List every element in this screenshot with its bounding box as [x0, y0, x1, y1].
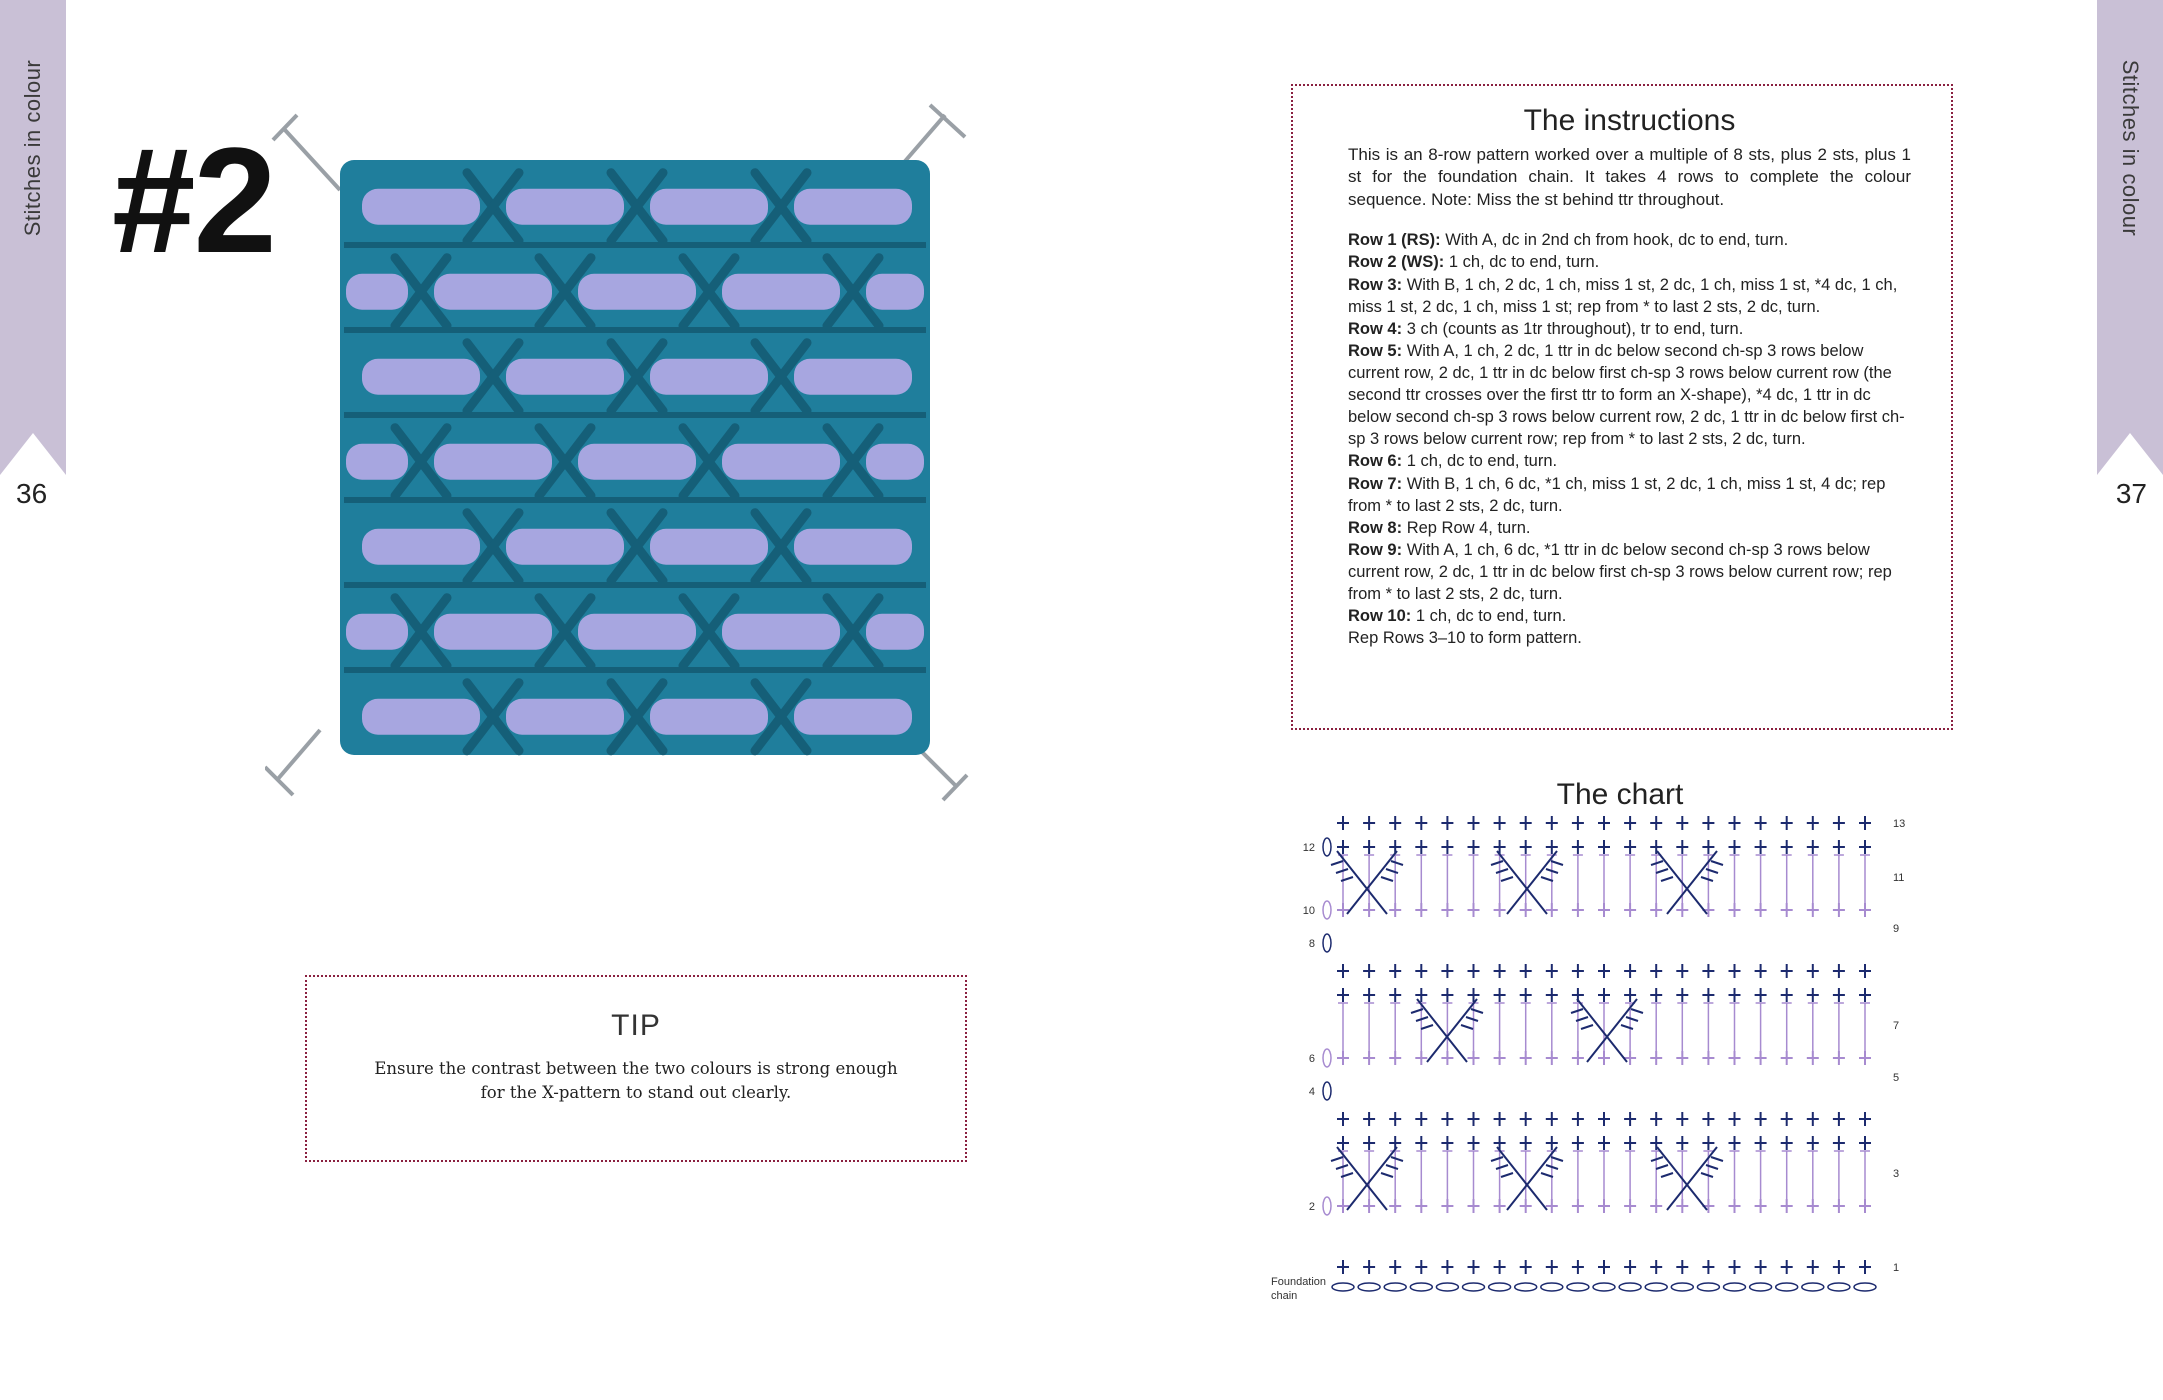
instruction-row-label: Row 2 (WS):: [1348, 253, 1445, 272]
ttr-cross: [1701, 877, 1713, 881]
row-number-left: 10: [1302, 905, 1315, 917]
chain-stitch: [1567, 1283, 1589, 1291]
instruction-row-text: With B, 1 ch, 2 dc, 1 ch, miss 1 st, 2 dc, 1 ch, miss 1 st, *4 dc, 1 ch, miss 1 st, 2 dc, 1 ch, miss 1 st; rep from * to last 2 sts, 2 dc, turn.: [1348, 275, 1898, 316]
ttr-cross: [1391, 861, 1403, 865]
instruction-row-label: Row 10:: [1348, 607, 1412, 626]
chain-stitch: [1802, 1283, 1824, 1291]
instruction-row-text: With A, 1 ch, 6 dc, *1 ttr in dc below second ch-sp 3 rows below current row, 2 dc, 1 ttr in dc below first ch-sp 3 rows below current row; rep from * to last 2 sts, 2 dc, turn.: [1348, 540, 1892, 604]
contrast-stripe: [362, 189, 480, 225]
row-number-left: 12: [1302, 842, 1315, 854]
instruction-row-text: With A, dc in 2nd ch from hook, dc to end, turn.: [1445, 231, 1789, 250]
instruction-row-label: Row 5:: [1348, 341, 1403, 360]
contrast-stripe: [794, 529, 912, 565]
chain-stitch: [1515, 1283, 1537, 1291]
instruction-row-label: Row 4:: [1348, 319, 1403, 338]
row-number-right: 13: [1893, 818, 1906, 830]
contrast-stripe: [866, 614, 924, 650]
instruction-row: [1348, 251, 1911, 273]
turning-chain: [1323, 1049, 1331, 1067]
ttr-cross: [1497, 851, 1547, 914]
chain-stitch: [1724, 1283, 1746, 1291]
instruction-rows: [1348, 229, 1911, 649]
contrast-stripe: [650, 699, 768, 735]
row-number-left: 6: [1308, 1053, 1315, 1065]
chain-stitch: [1489, 1283, 1511, 1291]
instructions-intro: This is an 8-row pattern worked over a multiple of 8 sts, plus 2 sts, plus 1 st for the foundation chain. It takes 4 rows to complete the colour sequence. Note: Miss the st behind ttr throughout.: [1348, 145, 1911, 209]
ttr-cross: [1496, 869, 1508, 873]
stitch-chart: [1265, 815, 1925, 1305]
chain-stitch: [1541, 1283, 1563, 1291]
ttr-cross: [1551, 861, 1563, 865]
contrast-stripe: [346, 444, 408, 480]
row-number-right: 7: [1893, 1020, 1900, 1032]
ttr-cross: [1461, 1025, 1473, 1029]
chain-stitch: [1776, 1283, 1798, 1291]
left-tab-notch: [0, 433, 66, 475]
turning-chain: [1323, 934, 1331, 952]
right-tab-notch: [2097, 433, 2163, 475]
ttr-cross: [1656, 869, 1668, 873]
ttr-cross: [1417, 999, 1467, 1062]
chain-stitch: [1828, 1283, 1850, 1291]
swatch-fabric: [340, 160, 930, 755]
ttr-cross: [1421, 1025, 1433, 1029]
ttr-cross: [1331, 1157, 1343, 1161]
instruction-row-text: Rep Row 4, turn.: [1406, 518, 1531, 537]
chain-stitch: [1697, 1283, 1719, 1291]
ttr-cross: [1491, 861, 1503, 865]
instruction-row: [1348, 274, 1911, 318]
tip-box: [305, 975, 967, 1162]
ttr-cross: [1711, 1157, 1723, 1161]
instruction-row-text: Rep Rows 3–10 to form pattern.: [1348, 629, 1582, 648]
ttr-cross: [1711, 861, 1723, 865]
instruction-row: [1348, 605, 1911, 627]
ttr-cross: [1331, 861, 1343, 865]
ttr-cross: [1577, 999, 1627, 1062]
contrast-stripe: [866, 274, 924, 310]
right-section-tab: [2097, 0, 2163, 475]
row-number-right: 11: [1893, 872, 1905, 884]
chain-stitch: [1410, 1283, 1432, 1291]
contrast-stripe: [794, 359, 912, 395]
ttr-cross: [1337, 1147, 1387, 1210]
row-number-right: 9: [1893, 923, 1900, 935]
row-number-left: 2: [1308, 1201, 1315, 1213]
tip-title: TIP: [611, 1009, 661, 1042]
instruction-row: [1348, 473, 1911, 517]
contrast-stripe: [434, 274, 552, 310]
instruction-row-text: With A, 1 ch, 2 dc, 1 ttr in dc below second ch-sp 3 rows below current row, 2 dc, 1 ttr in dc below first ch-sp 3 rows below current row (the second ttr crosses over the first ttr to form an X-shape), *4 dc, 1 ttr in dc below second ch-sp 3 rows below current row, 2 dc, 1 ttr in dc below first ch-sp 3 rows below current row; rep from * to last 2 sts, 2 dc, turn.: [1348, 341, 1905, 449]
left-section-label: Stitches in colour: [20, 59, 45, 237]
ttr-cross: [1571, 1009, 1583, 1013]
ttr-cross: [1491, 1157, 1503, 1161]
instruction-row-text: With B, 1 ch, 6 dc, *1 ch, miss 1 st, 2 dc, 1 ch, miss 1 st, 4 dc; rep from * to last 2 sts, 2 dc, turn.: [1348, 474, 1886, 515]
instruction-row-label: Row 1 (RS):: [1348, 231, 1441, 250]
ttr-cross: [1337, 851, 1387, 914]
contrast-stripe: [722, 614, 840, 650]
ttr-cross: [1507, 851, 1557, 914]
chain-stitch: [1332, 1283, 1354, 1291]
ttr-cross: [1501, 1173, 1513, 1177]
ttr-cross: [1496, 1165, 1508, 1169]
instruction-row: [1348, 340, 1911, 451]
ttr-cross: [1347, 851, 1397, 914]
ttr-cross: [1381, 1173, 1393, 1177]
left-section-tab: [0, 0, 66, 475]
contrast-stripe: [722, 274, 840, 310]
instruction-row: [1348, 229, 1911, 251]
contrast-stripe: [346, 274, 408, 310]
turning-chain: [1323, 1082, 1331, 1100]
chain-stitch: [1645, 1283, 1667, 1291]
ttr-cross: [1651, 861, 1663, 865]
contrast-stripe: [434, 614, 552, 650]
right-section-label: Stitches in colour: [2118, 59, 2143, 237]
ttr-cross: [1667, 1147, 1717, 1210]
ttr-cross: [1661, 1173, 1673, 1177]
contrast-stripe: [722, 444, 840, 480]
instruction-row-text: 1 ch, dc to end, turn.: [1415, 607, 1567, 626]
row-number-left: 4: [1308, 1086, 1315, 1098]
instruction-row-label: Row 9:: [1348, 540, 1403, 559]
contrast-stripe: [506, 189, 624, 225]
chain-stitch: [1671, 1283, 1693, 1291]
contrast-stripe: [506, 359, 624, 395]
ttr-cross: [1386, 869, 1398, 873]
ttr-cross: [1626, 1017, 1638, 1021]
ttr-cross: [1656, 1165, 1668, 1169]
contrast-stripe: [578, 274, 696, 310]
contrast-stripe: [650, 529, 768, 565]
ttr-cross: [1621, 1025, 1633, 1029]
row-number-left: 8: [1308, 938, 1315, 950]
instruction-row-label: Row 3:: [1348, 275, 1403, 294]
left-page-number: 36: [16, 478, 48, 509]
row-number-right: 1: [1893, 1262, 1900, 1274]
instruction-row: [1348, 517, 1911, 539]
contrast-stripe: [866, 444, 924, 480]
turning-chain: [1323, 1197, 1331, 1215]
ttr-cross: [1701, 1173, 1713, 1177]
ttr-cross: [1391, 1157, 1403, 1161]
row-number-right: 5: [1893, 1072, 1900, 1084]
turning-chain: [1323, 901, 1331, 919]
instruction-row: [1348, 627, 1911, 649]
ttr-cross: [1336, 1165, 1348, 1169]
ttr-cross: [1631, 1009, 1643, 1013]
chart-title: The chart: [1556, 778, 1684, 811]
instruction-row: [1348, 450, 1911, 472]
ttr-cross: [1661, 877, 1673, 881]
instruction-row-text: 1 ch, dc to end, turn.: [1448, 253, 1600, 272]
pattern-number: #2: [112, 116, 275, 284]
ttr-cross: [1501, 877, 1513, 881]
chain-stitch: [1436, 1283, 1458, 1291]
contrast-stripe: [346, 614, 408, 650]
contrast-stripe: [578, 444, 696, 480]
instructions-box: [1291, 84, 1953, 730]
row-number-right: 3: [1893, 1168, 1900, 1180]
swatch-photo: [265, 95, 1035, 855]
ttr-cross: [1651, 1157, 1663, 1161]
contrast-stripe: [362, 699, 480, 735]
ttr-cross: [1381, 877, 1393, 881]
chain-stitch: [1384, 1283, 1406, 1291]
turning-chain: [1323, 838, 1331, 856]
instructions-title: The instructions: [1523, 104, 1736, 137]
ttr-cross: [1347, 1147, 1397, 1210]
chain-stitch: [1358, 1283, 1380, 1291]
instruction-row-text: 1 ch, dc to end, turn.: [1406, 452, 1558, 471]
contrast-stripe: [434, 444, 552, 480]
instruction-row-text: 3 ch (counts as 1tr throughout), tr to end, turn.: [1406, 319, 1744, 338]
chain-stitch: [1619, 1283, 1641, 1291]
chain-stitch: [1750, 1283, 1772, 1291]
ttr-cross: [1466, 1017, 1478, 1021]
tip-text: Ensure the contrast between the two colours is strong enough for the X-pattern to stand out clearly.: [374, 1059, 898, 1102]
ttr-cross: [1386, 1165, 1398, 1169]
contrast-stripe: [506, 529, 624, 565]
contrast-stripe: [506, 699, 624, 735]
instruction-row: [1348, 539, 1911, 605]
contrast-stripe: [362, 359, 480, 395]
instruction-row-label: Row 6:: [1348, 452, 1403, 471]
contrast-stripe: [578, 614, 696, 650]
chain-stitch: [1463, 1283, 1485, 1291]
foundation-chain-label: Foundation: [1271, 1276, 1327, 1288]
contrast-stripe: [794, 699, 912, 735]
ttr-cross: [1427, 999, 1477, 1062]
contrast-stripe: [794, 189, 912, 225]
ttr-cross: [1336, 869, 1348, 873]
contrast-stripe: [362, 529, 480, 565]
chain-stitch: [1593, 1283, 1615, 1291]
contrast-stripe: [650, 359, 768, 395]
chain-stitch: [1854, 1283, 1876, 1291]
instruction-row-label: Row 7:: [1348, 474, 1403, 493]
instruction-row: [1348, 318, 1911, 340]
foundation-chain-label: chain: [1271, 1290, 1298, 1302]
instruction-row-label: Row 8:: [1348, 518, 1403, 537]
contrast-stripe: [650, 189, 768, 225]
ttr-cross: [1581, 1025, 1593, 1029]
ttr-cross: [1667, 851, 1717, 914]
ttr-cross: [1507, 1147, 1557, 1210]
ttr-cross: [1497, 1147, 1547, 1210]
ttr-cross: [1551, 1157, 1563, 1161]
right-page-number: 37: [2115, 478, 2147, 509]
